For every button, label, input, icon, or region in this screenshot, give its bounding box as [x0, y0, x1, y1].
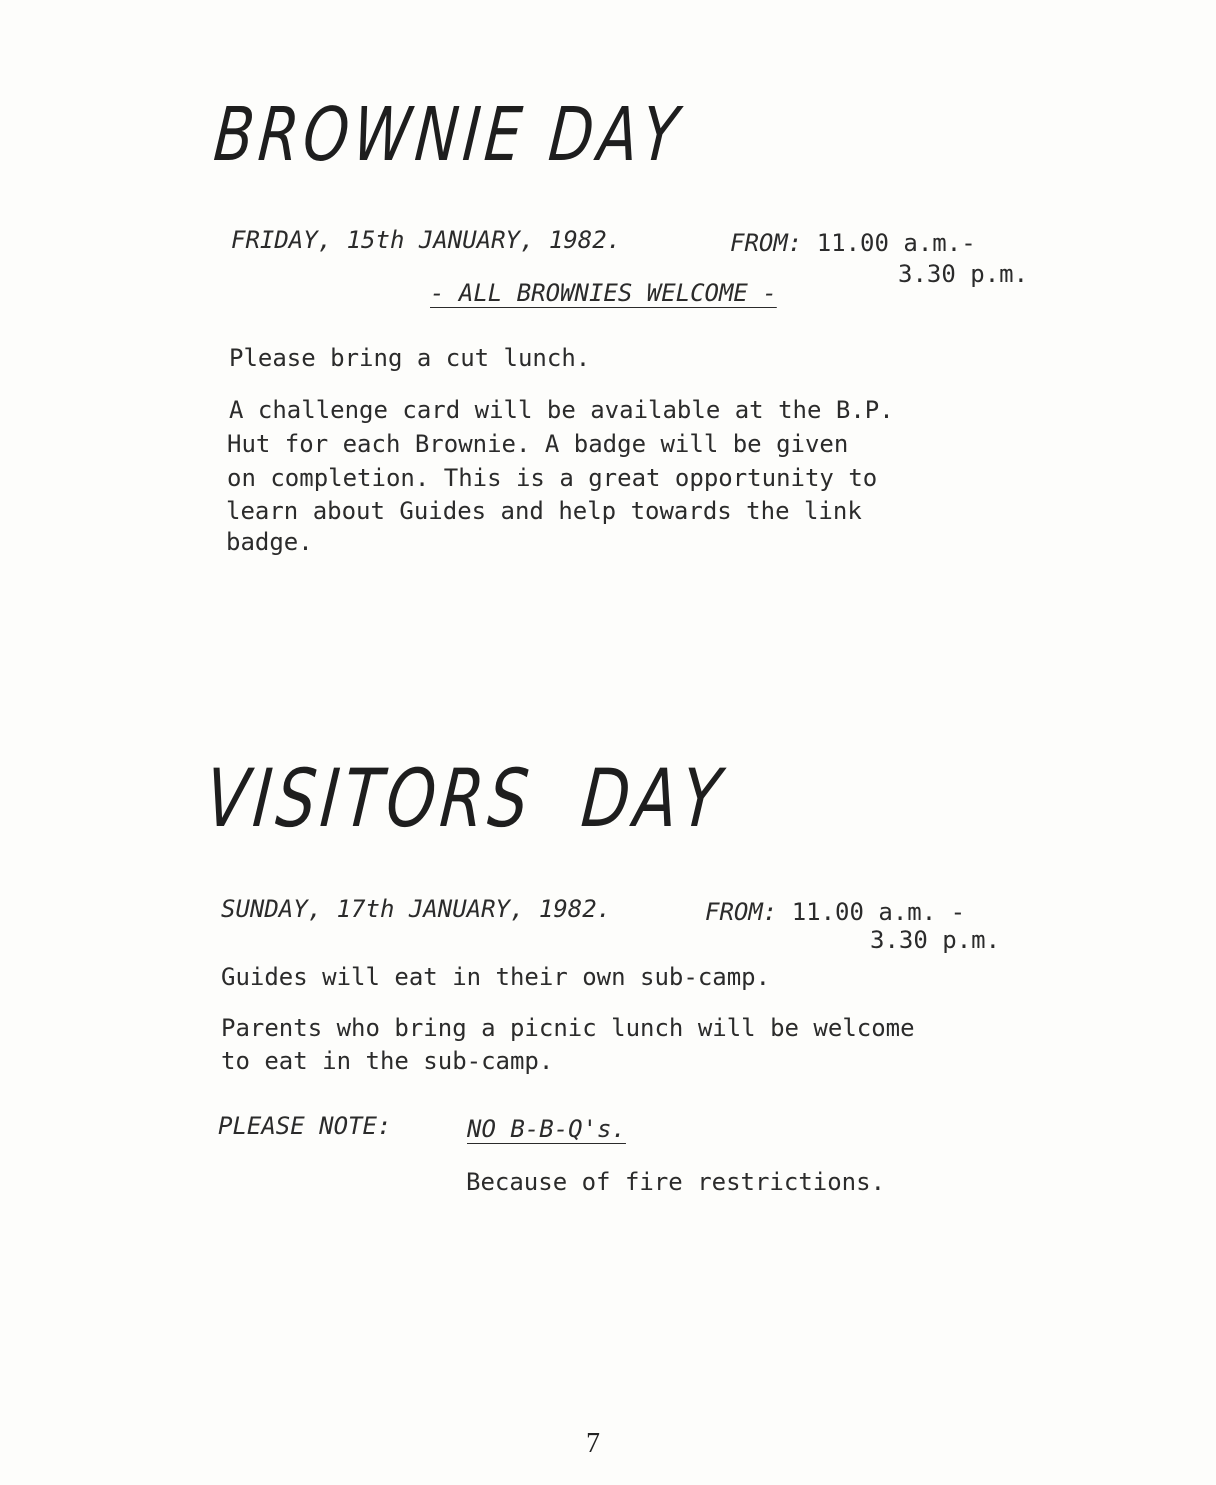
brownie-day-title: BROWNIE DAY — [210, 92, 686, 178]
brownie-date: FRIDAY, 15th JANUARY, 1982. — [231, 226, 622, 254]
brownie-welcome-text: - ALL BROWNIES WELCOME - — [430, 279, 777, 307]
visitors-date: SUNDAY, 17th JANUARY, 1982. — [221, 895, 612, 923]
visitors-day-title: VISITORS DAY — [202, 752, 729, 845]
brownie-welcome — [430, 277, 777, 310]
brownie-from-label: FROM: — [730, 229, 803, 257]
challenge-line: A challenge card will be available at the B.P. — [229, 396, 894, 424]
visitors-eat: Guides will eat in their own sub-camp. — [221, 963, 771, 991]
challenge-line: on completion. This is a great opportunity to — [227, 464, 878, 492]
note-label: PLEASE NOTE: — [218, 1112, 392, 1140]
page-number: 7 — [586, 1428, 600, 1459]
visitors-from-label: FROM: — [705, 898, 778, 926]
parents-line: to eat in the sub-camp. — [221, 1047, 554, 1075]
note-reason: Because of fire restrictions. — [466, 1168, 886, 1196]
challenge-line: Hut for each Brownie. A badge will be given — [227, 430, 849, 458]
visitors-from-start: 11.00 a.m. - — [791, 898, 966, 926]
visitors-from-end: 3.30 p.m. — [870, 926, 1001, 954]
note-value — [467, 1113, 626, 1146]
challenge-line: learn about Guides and help towards the link — [226, 497, 862, 525]
parents-line: Parents who bring a picnic lunch will be welcome — [221, 1014, 915, 1042]
challenge-line: badge. — [226, 528, 313, 556]
brownie-from-end: 3.30 p.m. — [898, 260, 1029, 288]
note-value-text: NO B-B-Q's. — [467, 1115, 626, 1143]
brownie-lunch: Please bring a cut lunch. — [229, 344, 591, 372]
brownie-from — [730, 227, 976, 260]
brownie-from-start: 11.00 a.m.- — [816, 229, 976, 257]
